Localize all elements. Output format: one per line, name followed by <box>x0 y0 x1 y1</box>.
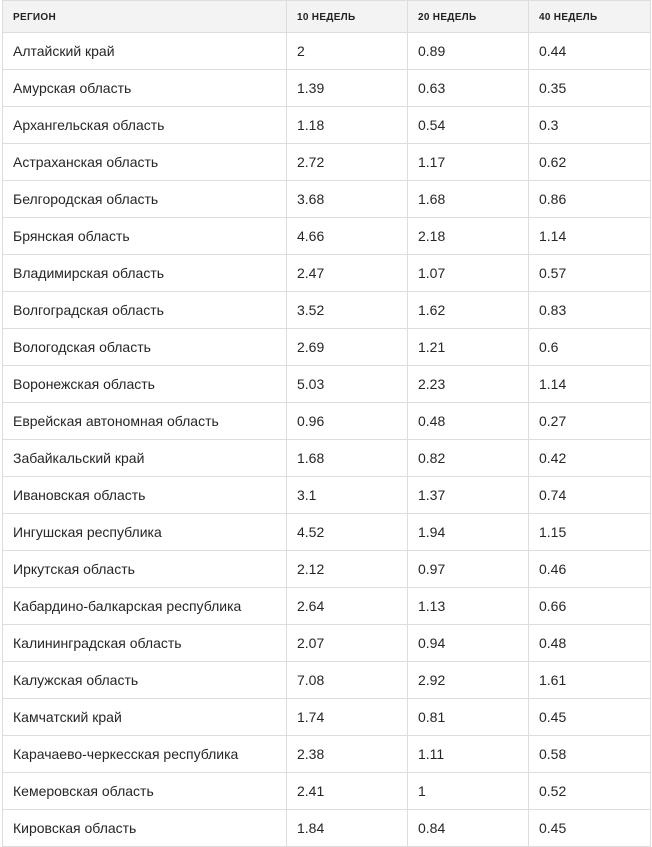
value-20-weeks-cell: 1 <box>408 773 529 810</box>
region-cell: Карачаево-черкесская республика <box>3 736 287 773</box>
region-cell: Забайкальский край <box>3 440 287 477</box>
table-row <box>3 662 651 699</box>
value-20-weeks-cell: 1.37 <box>408 477 529 514</box>
table-row <box>3 366 651 403</box>
table-row <box>3 440 651 477</box>
region-cell: Астраханская область <box>3 144 287 181</box>
table-row <box>3 255 651 292</box>
value-20-weeks-cell: 0.54 <box>408 107 529 144</box>
table-row <box>3 477 651 514</box>
region-cell: Белгородская область <box>3 181 287 218</box>
value-10-weeks-cell: 1.18 <box>287 107 408 144</box>
region-cell: Вологодская область <box>3 329 287 366</box>
table-row <box>3 588 651 625</box>
value-40-weeks-cell: 0.52 <box>529 773 651 810</box>
value-10-weeks-cell: 2.69 <box>287 329 408 366</box>
value-10-weeks-cell: 3.52 <box>287 292 408 329</box>
region-cell: Воронежская область <box>3 366 287 403</box>
value-40-weeks-cell: 0.45 <box>529 699 651 736</box>
value-40-weeks-cell: 1.14 <box>529 218 651 255</box>
value-10-weeks-cell: 1.68 <box>287 440 408 477</box>
column-header-region: РЕГИОН <box>3 1 287 33</box>
value-20-weeks-cell: 1.21 <box>408 329 529 366</box>
region-cell: Ивановская область <box>3 477 287 514</box>
region-cell: Кировская область <box>3 810 287 847</box>
value-20-weeks-cell: 0.97 <box>408 551 529 588</box>
region-cell: Калужская область <box>3 662 287 699</box>
value-40-weeks-cell: 0.57 <box>529 255 651 292</box>
value-20-weeks-cell: 1.07 <box>408 255 529 292</box>
table-row <box>3 33 651 70</box>
value-20-weeks-cell: 0.48 <box>408 403 529 440</box>
value-10-weeks-cell: 1.74 <box>287 699 408 736</box>
value-10-weeks-cell: 4.66 <box>287 218 408 255</box>
value-10-weeks-cell: 1.39 <box>287 70 408 107</box>
value-40-weeks-cell: 0.45 <box>529 810 651 847</box>
table-row <box>3 403 651 440</box>
value-10-weeks-cell: 1.84 <box>287 810 408 847</box>
value-20-weeks-cell: 0.94 <box>408 625 529 662</box>
table-row <box>3 551 651 588</box>
value-40-weeks-cell: 0.27 <box>529 403 651 440</box>
value-20-weeks-cell: 1.17 <box>408 144 529 181</box>
table-row <box>3 181 651 218</box>
table-row <box>3 218 651 255</box>
value-20-weeks-cell: 1.94 <box>408 514 529 551</box>
value-20-weeks-cell: 1.11 <box>408 736 529 773</box>
value-10-weeks-cell: 2.64 <box>287 588 408 625</box>
value-40-weeks-cell: 0.74 <box>529 477 651 514</box>
column-header-40-weeks: 40 НЕДЕЛЬ <box>529 1 651 33</box>
table-row <box>3 107 651 144</box>
region-cell: Кемеровская область <box>3 773 287 810</box>
value-20-weeks-cell: 1.68 <box>408 181 529 218</box>
region-cell: Иркутская область <box>3 551 287 588</box>
value-10-weeks-cell: 2.41 <box>287 773 408 810</box>
region-cell: Алтайский край <box>3 33 287 70</box>
value-10-weeks-cell: 7.08 <box>287 662 408 699</box>
value-10-weeks-cell: 2 <box>287 33 408 70</box>
table-row <box>3 144 651 181</box>
value-10-weeks-cell: 2.07 <box>287 625 408 662</box>
value-40-weeks-cell: 0.46 <box>529 551 651 588</box>
value-20-weeks-cell: 0.89 <box>408 33 529 70</box>
value-10-weeks-cell: 2.47 <box>287 255 408 292</box>
region-cell: Калининградская область <box>3 625 287 662</box>
value-20-weeks-cell: 2.23 <box>408 366 529 403</box>
column-header-20-weeks: 20 НЕДЕЛЬ <box>408 1 529 33</box>
value-10-weeks-cell: 3.68 <box>287 181 408 218</box>
value-40-weeks-cell: 1.15 <box>529 514 651 551</box>
value-40-weeks-cell: 0.62 <box>529 144 651 181</box>
table-row <box>3 699 651 736</box>
table-row <box>3 514 651 551</box>
value-40-weeks-cell: 0.42 <box>529 440 651 477</box>
region-cell: Волгоградская область <box>3 292 287 329</box>
table-row <box>3 625 651 662</box>
value-20-weeks-cell: 0.63 <box>408 70 529 107</box>
value-10-weeks-cell: 4.52 <box>287 514 408 551</box>
value-40-weeks-cell: 1.61 <box>529 662 651 699</box>
value-40-weeks-cell: 0.58 <box>529 736 651 773</box>
table-row <box>3 70 651 107</box>
table-header-row <box>3 1 651 33</box>
region-cell: Камчатский край <box>3 699 287 736</box>
table-row <box>3 773 651 810</box>
value-40-weeks-cell: 0.44 <box>529 33 651 70</box>
value-40-weeks-cell: 0.66 <box>529 588 651 625</box>
region-cell: Еврейская автономная область <box>3 403 287 440</box>
table-row <box>3 736 651 773</box>
value-10-weeks-cell: 2.12 <box>287 551 408 588</box>
value-40-weeks-cell: 0.35 <box>529 70 651 107</box>
value-10-weeks-cell: 2.38 <box>287 736 408 773</box>
value-20-weeks-cell: 0.82 <box>408 440 529 477</box>
column-header-10-weeks: 10 НЕДЕЛЬ <box>287 1 408 33</box>
region-cell: Амурская область <box>3 70 287 107</box>
value-20-weeks-cell: 0.81 <box>408 699 529 736</box>
value-20-weeks-cell: 1.62 <box>408 292 529 329</box>
value-20-weeks-cell: 0.84 <box>408 810 529 847</box>
value-10-weeks-cell: 3.1 <box>287 477 408 514</box>
region-cell: Архангельская область <box>3 107 287 144</box>
value-20-weeks-cell: 2.18 <box>408 218 529 255</box>
value-10-weeks-cell: 2.72 <box>287 144 408 181</box>
table-row <box>3 329 651 366</box>
region-cell: Ингушская республика <box>3 514 287 551</box>
value-40-weeks-cell: 0.3 <box>529 107 651 144</box>
value-10-weeks-cell: 5.03 <box>287 366 408 403</box>
value-40-weeks-cell: 0.86 <box>529 181 651 218</box>
region-cell: Кабардино-балкарская республика <box>3 588 287 625</box>
value-40-weeks-cell: 1.14 <box>529 366 651 403</box>
value-40-weeks-cell: 0.48 <box>529 625 651 662</box>
region-cell: Владимирская область <box>3 255 287 292</box>
value-10-weeks-cell: 0.96 <box>287 403 408 440</box>
value-40-weeks-cell: 0.6 <box>529 329 651 366</box>
value-20-weeks-cell: 1.13 <box>408 588 529 625</box>
value-40-weeks-cell: 0.83 <box>529 292 651 329</box>
region-data-table <box>2 0 651 847</box>
table-body <box>3 33 651 847</box>
table-row <box>3 292 651 329</box>
value-20-weeks-cell: 2.92 <box>408 662 529 699</box>
region-cell: Брянская область <box>3 218 287 255</box>
region-data-table-container <box>2 0 650 847</box>
